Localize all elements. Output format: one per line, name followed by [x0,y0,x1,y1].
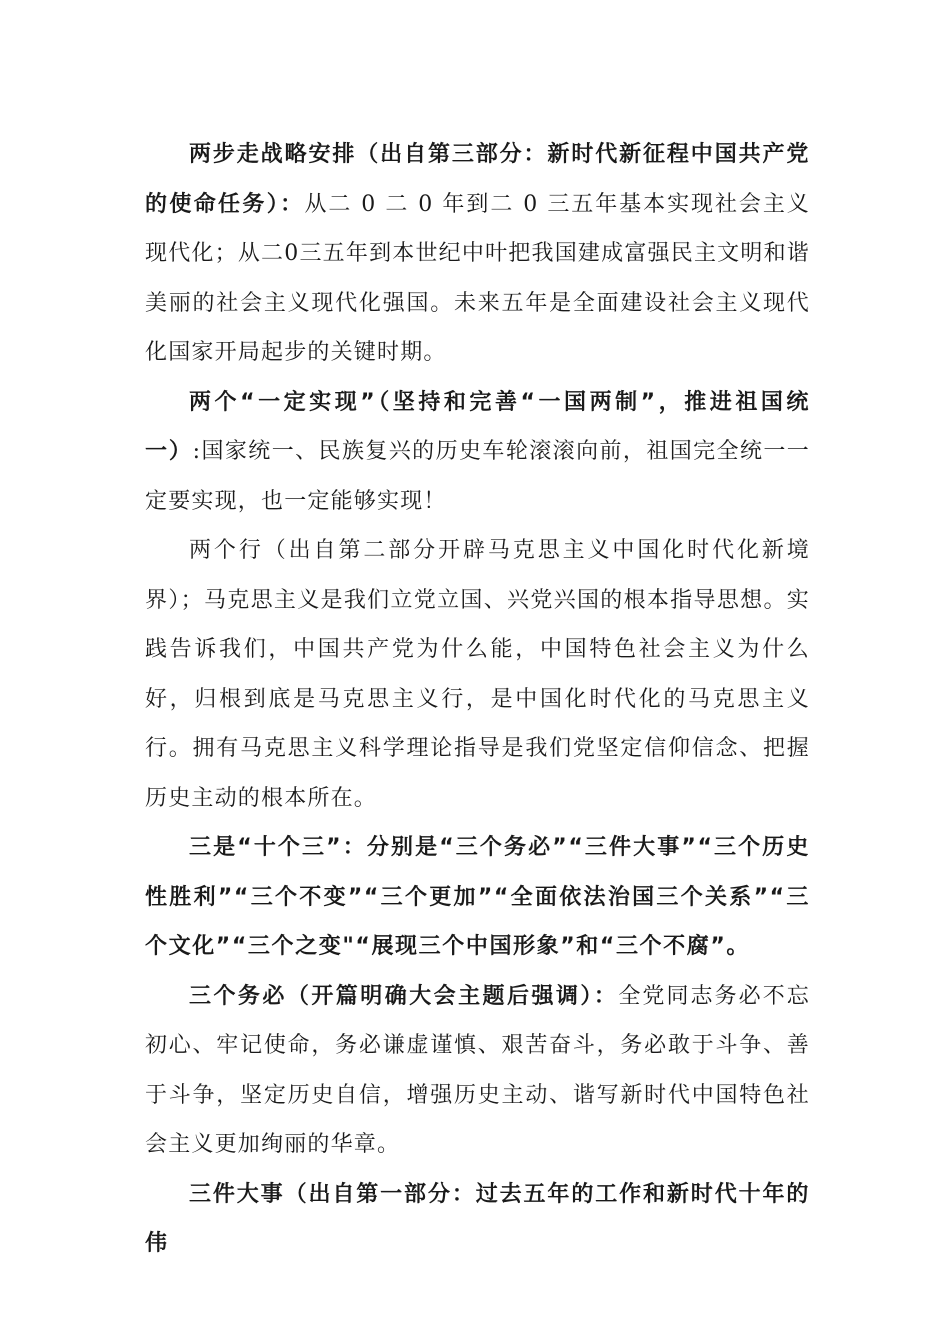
paragraph-lead: 两个“一定实现”（坚持和完善“一国两制”，推进祖国统一） [145,389,810,464]
paragraph-ten-threes [145,823,810,972]
paragraph-lead: 两步走战略安排（出自第三部分：新时代新征程中国共产党的使命任务）： [145,142,810,217]
paragraph-lead: 三件大事（出自第一部分：过去五年的工作和新时代十年的伟 [145,1181,810,1256]
paragraph-two-works [145,526,810,823]
paragraph-body: :国家统一、民族复兴的历史车轮滚滚向前，祖国完全统一一定要实现，也一定能够实现！ [145,439,810,514]
paragraph-lead: 三是“十个三”：分别是“三个务必”“三件大事”“三个历史性胜利”“三个不变”“三个更加”“全面依法治国三个关系”“三个文化”“三个之变"“展现三个中国形象”和“三个不腐”。 [145,835,810,959]
paragraph-body: 全党同志务必不忘初心、牢记使命，务必谦虚谨慎、艰苦奋斗，务必敢于斗争、善于斗争，坚定历史自信，增强历史主动、谐写新时代中国特色社会主义更加绚丽的华章。 [145,983,810,1157]
paragraph-three-musts [145,972,810,1170]
paragraph-lead: 三个务必（开篇明确大会主题后强调）： [189,983,619,1009]
paragraph-three-events [145,1170,810,1269]
paragraph-body: 两个行（出自第二部分开辟马克思主义中国化时代化新境界）；马克思主义是我们立党立国、兴党兴国的根本指导思想。实践告诉我们，中国共产党为什么能，中国特色社会主义为什么好，归根到底是马克思主义行，是中国化时代化的马克思主义行。拥有马克思主义科学理论指导是我们党坚定信仰信念、把握历史主动的根本所在。 [145,538,810,811]
paragraph-two-certain [145,378,810,527]
paragraph-two-step-strategy [145,130,810,378]
paragraph-body: 从二 0 二 0 年到二 0 三五年基本实现社会主义现代化；从二0三五年到本世纪中叶把我国建成富强民主文明和谐美丽的社会主义现代化强国。未来五年是全面建设社会主义现代化国家开局起步的关键时期。 [145,191,811,365]
document-body [145,130,810,1269]
